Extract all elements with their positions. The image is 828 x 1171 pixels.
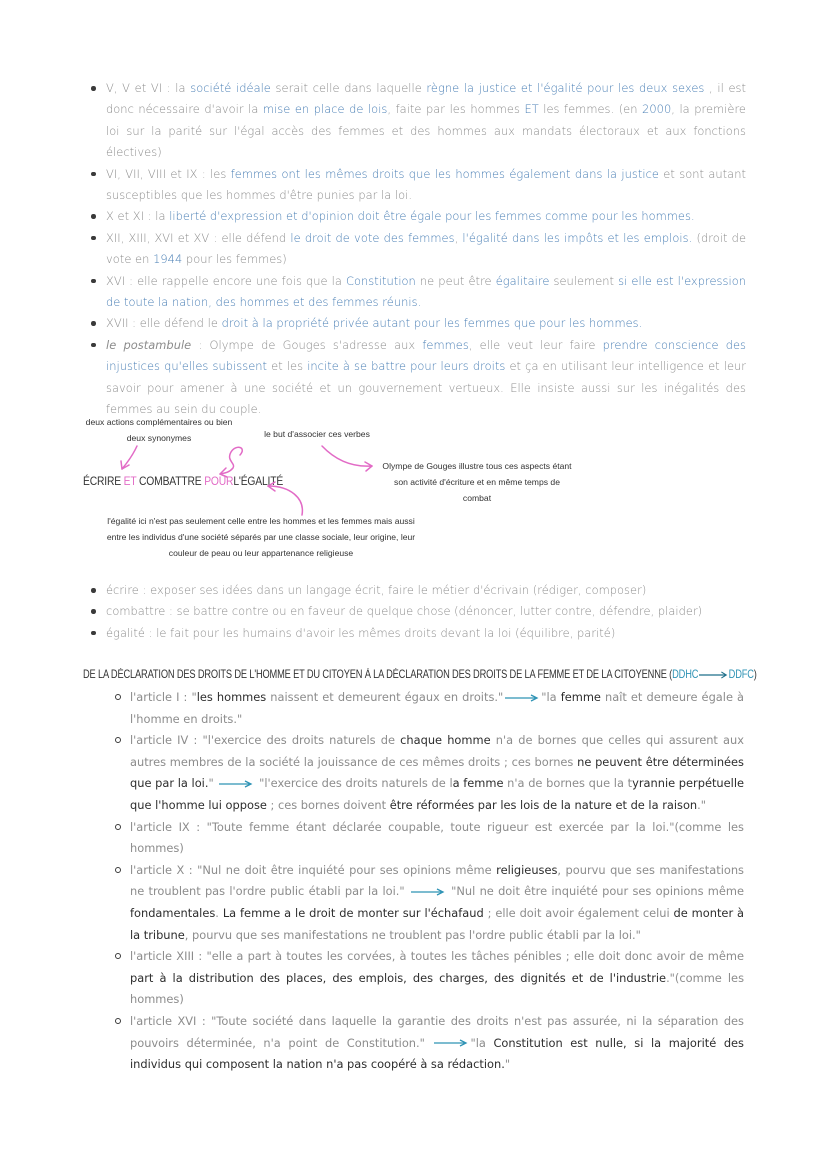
motto-word-et: ET	[123, 474, 137, 488]
text-segment: l'article I : "	[130, 690, 197, 704]
annotation-purpose: le but d'associer ces verbes	[264, 429, 370, 439]
motto-word-ecrire: ÉCRIRE	[83, 474, 121, 488]
text-segment: incite à se battre pour leurs droits	[307, 359, 506, 374]
transition-arrow-icon	[411, 888, 445, 896]
annotation-olympe-illustrates: Olympe de Gouges illustre tous ces aspects étant son activité d'écriture et en même temps de combat	[382, 461, 572, 503]
text-segment: , la première loi sur la parité sur l'égal accès des femmes et des hommes aux mandats électoraux et aux fonctions électives)	[106, 102, 746, 160]
text-segment: (droit de vote en	[106, 230, 747, 267]
text-segment: l'article XVI : "Toute société dans laquelle la garantie des droits n'est pas assurée, ni la séparation des pouvoirs déterminée, n'a point de Constitution."	[130, 1013, 744, 1050]
text-segment: XVII : elle défend le	[106, 316, 222, 331]
summary-item	[106, 164, 746, 207]
text-segment: liberté d'expression et d'opinion doit être égale pour les femmes comme pour les hommes.	[169, 209, 695, 224]
articles-summary-list	[106, 78, 746, 421]
text-segment: X et XI : la	[106, 209, 170, 224]
summary-item	[106, 335, 746, 421]
text-segment: et sont autant susceptibles que les hommes d'être punies par la loi.	[106, 166, 746, 203]
definition-item: égalité : le fait pour les humains d'avoir les mêmes droits devant la loi (équilibre, parité)	[106, 623, 746, 644]
annotation-equality-definition: l'égalité ici n'est pas seulement celle entre les hommes et les femmes mais aussi entre les individus d'une société séparés par une classe sociale, leur origine, leur couleur de peau ou leur appartenance religieuse	[106, 516, 416, 558]
article-item	[130, 687, 744, 730]
article-item	[130, 817, 744, 860]
text-segment: égalitaire	[495, 273, 550, 288]
text-segment: ET	[524, 102, 539, 117]
transition-arrow-icon	[434, 1039, 468, 1047]
text-segment: l'égalité dans les impôts et les emplois.	[462, 230, 693, 245]
text-segment: ne peuvent être déterminées que par la loi.	[130, 754, 744, 791]
definitions-list	[106, 580, 746, 644]
text-segment: "la	[470, 1035, 494, 1050]
text-segment: XVI : elle rappelle encore une fois que la	[106, 273, 347, 288]
annotation-complementary-actions: deux actions complémentaires ou bien deux synonymes	[85, 417, 233, 443]
text-segment: "la	[541, 690, 561, 704]
text-segment: XII, XIII, XVI et XV : elle défend	[106, 230, 291, 245]
definition-item: combattre : se battre contre ou en faveur de quelque chose (dénoncer, lutter contre, défendre, plaider)	[106, 601, 746, 622]
text-segment: "Nul ne doit être inquiété pour ses opinions même	[446, 884, 744, 899]
arrow-to-olympe-icon	[322, 446, 372, 466]
text-segment: être réformées par les lois de la nature et de la raison	[389, 797, 698, 812]
heading-close: )	[753, 668, 757, 681]
text-segment: , elle veut leur faire	[468, 337, 603, 352]
text-segment: .	[215, 905, 223, 920]
text-segment: ne peut être	[415, 273, 496, 288]
text-segment: les hommes	[196, 690, 267, 704]
text-segment: l'article X : "Nul ne doit être inquiété pour ses opinions même	[130, 862, 497, 877]
text-segment: Constitution est nulle, si la majorité des individus qui composent la nation n'a pas coopéré à sa rédaction.	[130, 1035, 744, 1072]
text-segment: droit à la propriété privée autant pour les femmes que pour les hommes.	[221, 316, 643, 331]
text-segment: , faite par les hommes	[387, 102, 525, 117]
text-segment: n'a de bornes que celles qui assurent aux autres membres de la société la jouissance de ces mêmes droits ; ces bornes	[130, 733, 744, 769]
section-heading	[83, 668, 757, 681]
text-segment: VI, VII, VIII et IX : les	[106, 166, 231, 181]
heading-text: DE LA DÉCLARATION DES DROITS DE L'HOMME ET DU CITOYEN À LA DÉCLARATION DES DROITS DE LA FEMME ET DE LA CITOYENNE (	[83, 668, 673, 681]
article-item	[130, 730, 744, 816]
article-item	[130, 946, 744, 1011]
article-item	[130, 860, 744, 946]
text-segment: 1944	[153, 252, 183, 267]
text-segment: et ça en utilisant leur intelligence et leur savoir pour amener à une société et un gouvernement vertueux. Elle insiste aussi sur les inégalités des femmes au sein du couple.	[106, 359, 747, 417]
text-segment: le droit de vote des femmes	[290, 230, 455, 245]
motto-title	[83, 474, 283, 488]
summary-item	[106, 206, 746, 227]
arrow-to-pour-icon	[220, 447, 242, 474]
text-segment: les femmes. (en	[538, 102, 643, 117]
articles-comparison-list	[130, 687, 744, 1076]
text-segment: seulement	[549, 273, 619, 288]
text-segment: "	[208, 776, 218, 791]
text-segment: Constitution	[346, 273, 416, 288]
text-segment: si elle est l'expression de toute la nation, des hommes et des femmes réunis.	[106, 273, 747, 310]
text-segment: l'article XIII : "elle a part à toutes les corvées, à toutes les tâches pénibles ; elle doit donc avoir de même	[130, 949, 744, 964]
motto-word-pour: POUR	[204, 474, 234, 488]
summary-item	[106, 313, 746, 334]
text-segment: ."	[697, 797, 707, 812]
summary-item	[106, 78, 746, 164]
text-segment: règne la justice et l'égalité pour les deux sexes	[426, 81, 705, 95]
text-segment: naît et demeure égale à l'homme en droits."	[130, 690, 745, 726]
text-segment: a femme	[452, 776, 504, 791]
text-segment: yrannie perpétuelle que l'homme lui oppose	[130, 776, 745, 812]
text-segment: V, V et VI : la	[106, 81, 191, 95]
text-segment: chaque homme	[400, 733, 491, 748]
text-segment: 2000	[642, 102, 672, 117]
text-segment: ,	[454, 230, 463, 245]
text-segment: prendre conscience des injustices qu'elles subissent	[106, 337, 747, 374]
text-segment: religieuses	[496, 862, 558, 877]
text-segment: mise en place de lois	[262, 102, 388, 117]
text-segment: femmes	[422, 337, 469, 352]
teal-arrow-icon	[699, 671, 728, 679]
text-segment: n'a de bornes que la t	[503, 776, 633, 791]
heading-ddfc: DDFC	[728, 668, 754, 681]
arrow-to-egalite-icon	[268, 486, 302, 515]
text-segment: ."(comme les hommes)	[130, 970, 744, 1007]
text-segment: "	[504, 1057, 511, 1072]
text-segment: pour les femmes)	[182, 252, 287, 267]
text-segment: l'article IV : "l'exercice des droits naturels de	[130, 733, 401, 748]
text-segment: ; ces bornes doivent	[266, 797, 390, 812]
text-segment: femmes ont les mêmes droits que les hommes également dans la justice	[230, 166, 659, 181]
text-segment: naissent et demeurent égaux en droits."	[266, 690, 504, 704]
arrow-to-et-icon	[122, 446, 137, 469]
motto-word-egalite: L'ÉGALITÉ	[233, 474, 284, 488]
transition-arrow-icon	[219, 780, 253, 788]
text-segment: société idéale	[190, 81, 271, 95]
text-segment: "l'exercice des droits naturels de l	[255, 776, 453, 791]
text-segment: femme	[560, 690, 601, 704]
text-segment: l'article IX : "Toute femme étant déclarée coupable, toute rigueur est exercée par la loi."(comme les hommes)	[130, 819, 744, 856]
definition-item: écrire : exposer ses idées dans un langage écrit, faire le métier d'écrivain (rédiger, composer)	[106, 580, 746, 601]
heading-ddhc: DDHC	[672, 668, 699, 681]
text-segment: de monter à la tribune	[130, 905, 745, 942]
text-segment: part à la distribution des places, des emplois, des charges, des dignités et de l'industrie	[130, 970, 667, 985]
text-segment: serait celle dans laquelle	[270, 81, 427, 95]
text-segment: fondamentales	[130, 905, 216, 920]
article-item	[130, 1011, 744, 1076]
text-segment: et les	[267, 359, 308, 374]
summary-item	[106, 228, 746, 271]
motto-word-combattre: COMBATTRE	[139, 474, 202, 488]
text-segment: , pourvu que ses manifestations ne troublent pas l'ordre public établi par la loi."	[130, 862, 744, 899]
text-segment: ; elle doit avoir également celui	[483, 905, 674, 920]
text-segment: le postambule	[106, 337, 192, 352]
text-segment: , il est donc nécessaire d'avoir la	[106, 81, 747, 117]
transition-arrow-icon	[505, 694, 539, 702]
text-segment: , pourvu que ses manifestations ne troublent pas l'ordre public établi par la loi."	[184, 927, 641, 942]
text-segment: La femme a le droit de monter sur l'échafaud	[222, 905, 484, 920]
summary-item	[106, 271, 746, 314]
text-segment: : Olympe de Gouges s'adresse aux	[191, 337, 423, 352]
